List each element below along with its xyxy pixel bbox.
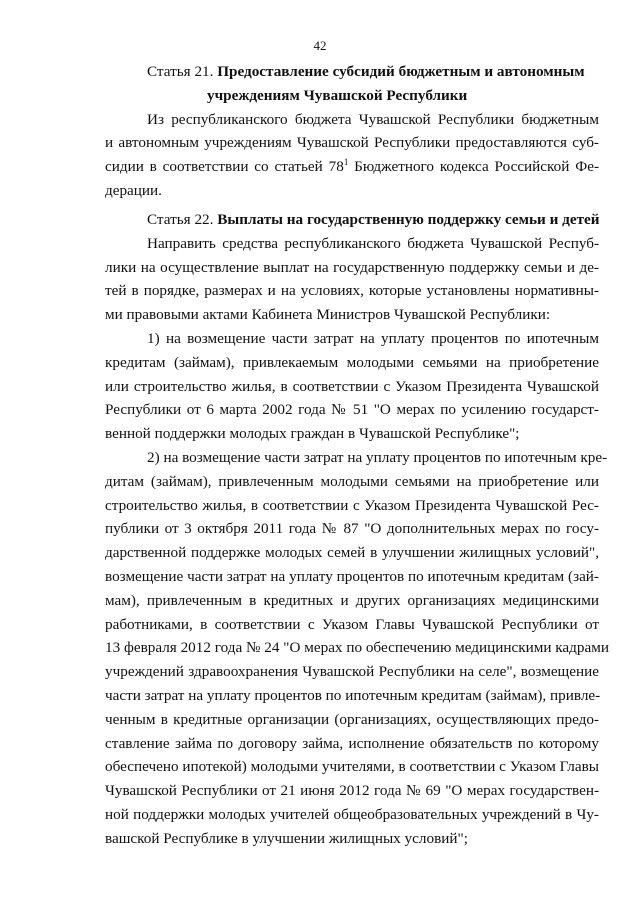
article-21-body-line: Из республиканского бюджета Чувашской Республики бюджетным bbox=[147, 110, 599, 128]
page-number: 42 bbox=[313, 38, 327, 53]
article-21-body-line: и автономным учреждениям Чувашской Республики предоставляются суб- bbox=[105, 134, 599, 152]
item-1-line: венной поддержки молодых граждан в Чувашской Республике"; bbox=[105, 425, 520, 443]
article-21-body-text: сидии в соответствии со статьей 78 bbox=[105, 158, 344, 176]
article-22-title: Выплаты на государственную поддержку семьи и детей bbox=[217, 211, 600, 228]
item-2-line: дарственной поддержке молодых семей в улучшении жилищных условий", bbox=[105, 544, 599, 562]
superscript: 1 bbox=[343, 157, 349, 168]
article-22 bbox=[105, 208, 609, 851]
article-21 bbox=[105, 60, 599, 203]
item-1-line: или строительство жилья, в соответствии с Указом Президента Чувашской bbox=[105, 377, 599, 395]
item-1-line: 1) на возмещение части затрат на уплату процентов по ипотечным bbox=[147, 329, 599, 347]
article-22-label: Статья 22. bbox=[147, 211, 214, 228]
article-21-title-line2: учреждениям Чувашской Республики bbox=[207, 86, 468, 104]
article-21-body-line bbox=[105, 155, 599, 179]
item-2-line: 2) на возмещение части затрат на уплату процентов по ипотечным кре- bbox=[147, 448, 608, 466]
article-21-heading bbox=[105, 60, 599, 84]
item-2-line: ченным в кредитные организации (организациях, осуществляющих предо- bbox=[105, 710, 599, 728]
item-2-line: Чувашской Республики от 21 июня 2012 года № 69 "О мерах государствен- bbox=[105, 782, 599, 800]
paragraph-line: тей в порядке, размерах и на условиях, которые установлены нормативны- bbox=[105, 282, 599, 300]
article-21-title-line1: Предоставление субсидий бюджетным и автономным bbox=[217, 63, 585, 80]
article-21-body-line: дерации. bbox=[105, 181, 162, 199]
item-2-line: дитам (займам), привлеченным молодыми семьями на приобретение или bbox=[105, 472, 599, 490]
item-2-line: возмещение части затрат на уплату процентов по ипотечным кредитам (зай- bbox=[105, 567, 599, 585]
item-2-line: мам), привлеченным в кредитных и других организациях медицинскими bbox=[105, 591, 599, 609]
item-2-line: работниками, в соответствии с Указом Главы Чувашской Республики от bbox=[105, 615, 599, 633]
item-2-line: ной поддержки молодых учителей общеобразовательных учреждений в Чу- bbox=[105, 805, 599, 823]
paragraph-line: лики на осуществление выплат на государственную поддержку семьи и де- bbox=[105, 258, 599, 276]
article-22-heading bbox=[105, 208, 599, 232]
item-1-line: Республики от 6 марта 2002 года № 51 "О мерах по усилению государст- bbox=[105, 401, 599, 419]
item-2-line: обеспечено ипотекой) молодыми учителями, в соответствии с Указом Главы bbox=[105, 758, 599, 776]
item-2-line: публики от 3 октября 2011 года № 87 "О дополнительных мерах по госу- bbox=[105, 520, 599, 538]
item-2-line: 13 февраля 2012 года № 24 "О мерах по обеспечению медицинскими кадрами bbox=[105, 639, 609, 657]
item-1-line: кредитам (займам), привлекаемым молодыми семьями на приобретение bbox=[105, 353, 599, 371]
item-2-line: части затрат на уплату процентов по ипотечным кредитам (займам), привле- bbox=[105, 686, 601, 704]
paragraph-line: ми правовыми актами Кабинета Министров Чувашской Республики: bbox=[105, 306, 551, 324]
item-2-line: ставление займа по договору займа, исполнение обязательств по которому bbox=[105, 734, 599, 752]
item-2-line: строительство жилья, в соответствии с Указом Президента Чувашской Рес- bbox=[105, 496, 599, 514]
article-21-label: Статья 21. bbox=[147, 63, 214, 80]
article-21-body-text: Бюджетного кодекса Российской Фе- bbox=[348, 158, 599, 176]
paragraph-line: Направить средства республиканского бюджета Чувашской Респуб- bbox=[147, 234, 599, 252]
item-2-line: вашской Республике в улучшении жилищных условий"; bbox=[105, 829, 468, 847]
item-2-line: учреждений здравоохранения Чувашской Республики на селе", возмещение bbox=[105, 663, 599, 681]
